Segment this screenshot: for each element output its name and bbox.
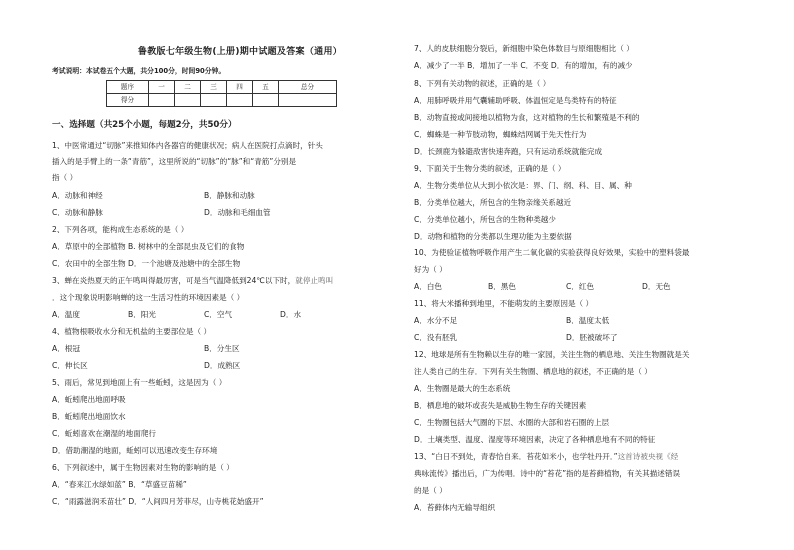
question-text [414,453,678,461]
question-text: 1、中医常通过“切脉”来推知体内各器官的健康状况；病人在医院打点滴时，针头 [52,141,323,150]
option-a: A．温度 [52,310,80,319]
option-c: C．蚯蚓喜欢在潮湿的地面爬行 [52,429,157,438]
question-text: 12、地球是所有生物赖以生存的唯一家园，关注生物的栖息地、关注生物圈就是关 [414,350,690,359]
question-text: 好为（ ） [414,265,447,274]
question-text: 9、下面关于生物分类的叙述，正确的是（ ） [414,164,566,173]
option-c: C．分类单位越小，所包含的生物种类越少 [414,215,556,224]
option-b: B．分生区 [204,344,240,353]
exam-notice: 考试说明：本试卷五个大题，共分100分，时间90分钟。 [52,67,226,75]
score-input-cell[interactable] [227,94,253,107]
option-a: A．水分不足 [414,316,458,325]
option-a: A．“春来江水绿如蓝” B．“草盛豆苗稀” [52,480,187,489]
option-c: C．生物圈包括大气圈的下层、水圈的大部和岩石圈的上层 [414,418,610,427]
option-d: D．胚被破坏了 [566,333,618,342]
option-d: D．土壤类型、温度、湿度等环境因素，决定了各种栖息地有不同的特征 [414,435,656,444]
option-d: D．长颈鹿为躲避敌害快速奔跑，只有运动系统就能完成 [414,147,603,156]
option-b: B．静脉和动脉 [204,191,255,200]
question-text: 8、下列有关动物的叙述，正确的是（ ） [414,79,551,88]
option-b: B．分类单位越大，所包含的生物亲缘关系越近 [414,198,572,207]
option-a: A．生物圈是最大的生态系统 [414,384,511,393]
score-input-cell[interactable] [149,94,175,107]
option-d: D．动物和植物的分类都以生理功能为主要依据 [414,232,572,241]
option-c: C．“雨露滋润禾苗壮” D．“人间四月芳菲尽，山寺桃花始盛开” [52,497,264,506]
option-a: A．蚯蚓爬出地面呼吸 [52,395,126,404]
option-d: D．动脉和毛细血管 [204,208,271,217]
option-a: A．用肺呼吸并用气囊辅助呼吸、体温恒定是鸟类特有的特征 [414,96,617,105]
score-cell: 三 [201,81,227,94]
option-c: C．没有胚乳 [414,333,458,342]
score-cell: 一 [149,81,175,94]
question-text-part: 3、蝉在炎热夏天的正午鸣叫得最厉害，可是当气温降低到24℃以下时， [52,276,296,285]
score-cell: 题序 [107,81,149,94]
option-a: A．白色 [414,282,442,291]
option-c: C．动脉和静脉 [52,208,103,217]
option-d: D．借助潮湿的地面，蚯蚓可以迅速改变生存环境 [52,446,218,455]
option-c: C．农田中的全部生物 D．一个池塘及池塘中的全部生物 [52,259,241,268]
score-cell: 得分 [107,94,149,107]
section-heading: 一、选择题（共25个小题，每题2分，共50分） [52,120,237,130]
option-row: A．减少了一半 B．增加了一半 C．不变 D．有的增加，有的减少 [414,61,633,70]
question-text: 的是（ ） [414,486,447,495]
question-text: 指（ ） [52,173,78,182]
option-b: B．黑色 [488,282,516,291]
question-text [52,277,333,285]
option-c: C．红色 [566,282,595,291]
question-text: 插入的是手臂上的一条“青筋”，这里所说的“切脉”的“脉”和“青筋”分别是 [52,157,297,166]
option-d: D．水 [280,310,302,319]
question-text-part: 就停止鸣叫 [295,276,334,285]
page-title: 鲁教版七年级生物(上册)期中试题及答案（通用） [137,47,343,57]
question-text: 5、雨后，常见到地面上有一些蚯蚓，这是因为（ ） [52,378,227,387]
question-text: 注人类自己的生存．下列有关生物圈、栖息地的叙述，不正确的是（ ） [414,367,652,376]
question-text: 10、为使验证植物呼吸作用产生二氧化碳的实验获得良好效果，实验中的塑料袋最 [414,248,690,257]
question-text: 7、人的皮肤细胞分裂后，新细胞中染色体数目与原细胞相比（ ） [414,44,634,53]
score-table-score-row [107,94,337,107]
question-text: ．这个现象说明影响蝉的这一生活习性的环境因素是（ ） [52,293,245,302]
score-cell: 二 [175,81,201,94]
option-b: B．动物直接或间接地以植物为食，这对植物的生长和繁殖是不利的 [414,113,640,122]
question-text: 2、下列各项，能构成生态系统的是（ ） [52,225,189,234]
score-input-cell[interactable] [201,94,227,107]
score-cell: 四 [227,81,253,94]
score-cell: 总分 [279,81,337,94]
option-d: D．成熟区 [204,361,241,370]
option-a: A．草原中的全部植物 B. 树林中的全部昆虫及它们的食物 [52,242,245,251]
score-input-cell[interactable] [175,94,201,107]
score-table [106,80,337,107]
option-d: D．无色 [642,282,671,291]
question-text-part: 13、“白日不到处，青春恰自来．苔花如米小，也学牡丹开．” [414,452,618,461]
option-a: A．苔藓体内无输导组织 [414,503,496,512]
option-a: A．动脉和神经 [52,191,103,200]
score-table-header-row [107,81,337,94]
score-input-cell[interactable] [279,94,337,107]
option-c: C．伸长区 [52,361,88,370]
option-a: A．根冠 [52,344,80,353]
option-b: B．温度太低 [566,316,610,325]
score-input-cell[interactable] [253,94,279,107]
option-c: C．蜘蛛是一种节肢动物，蜘蛛结网属于先天性行为 [414,130,587,139]
question-text: 11、将大米播种到地里，不能萌发的主要原因是（ ） [414,299,594,308]
option-c: C．空气 [204,310,233,319]
option-a: A．生物分类单位从大到小依次是：界、门、纲、科、目、属、种 [414,181,632,190]
question-text: 典咏流传》播出后，广为传唱．诗中的“苔花”指的是苔藓植物，有关其描述错误 [414,469,681,478]
question-text: 4、植物根吸收水分和无机盐的主要部位是（ ） [52,327,212,336]
question-text: 6、下列叙述中，属于生物因素对生物的影响的是（ ） [52,463,234,472]
question-text-part: 这首诗被央视《经 [617,452,679,461]
option-b: B．阳光 [128,310,156,319]
score-cell: 五 [253,81,279,94]
option-b: B．栖息地的破坏或丧失是威胁生物生存的关键因素 [414,401,587,410]
option-b: B．蚯蚓爬出地面饮水 [52,412,126,421]
